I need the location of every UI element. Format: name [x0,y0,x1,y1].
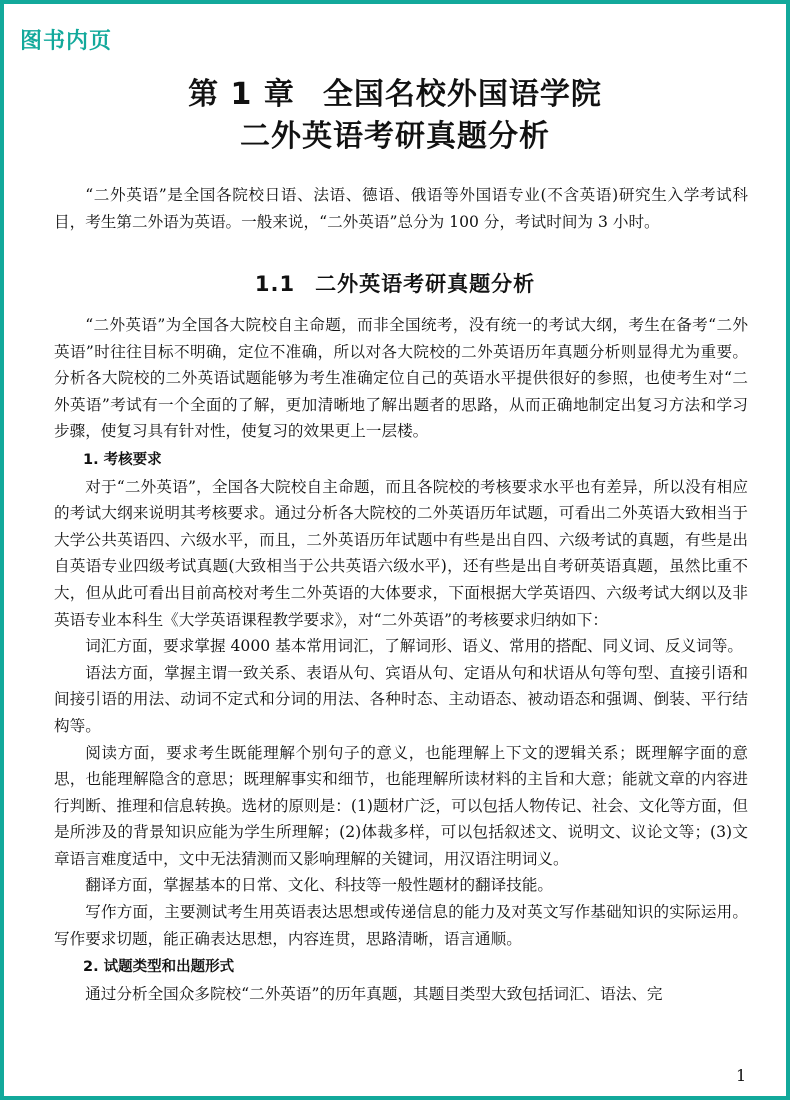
page-number: 1 [736,1066,747,1085]
body-paragraph: 对于“二外英语”，全国各大院校自主命题，而且各院校的考核要求水平也有差异，所以没有相应的考试大纲来说明其考核要求。通过分析各大院校的二外英语历年试题，可看出二外英语大致相当于大学公共英语四、六级水平，而且，二外英语历年试题中有些是出自四、六级考试的真题，有些是出自英语专业四级考试真题(大致相当于公共英语六级水平)，还有些是出自考研英语真题，虽然比重不大，但从此可看出目前高校对考生二外英语的大体要求，下面根据大学英语四、六级考试大纲以及非英语专业本科生《大学英语课程教学要求》，对“二外英语”的考核要求归纳如下： [54,477,748,629]
chapter-title-line2: 二外英语考研真题分析 [240,119,550,154]
intro-paragraph: “二外英语”是全国各院校日语、法语、德语、俄语等外国语专业(不含英语)研究生入学考试科目，考生第二外语为英语。一般来说，“二外英语”总分为 100 分，考试时间为 3 小时。 [54,186,748,231]
body-paragraph: 翻译方面，掌握基本的日常、文化、科技等一般性题材的翻译技能。 [85,876,554,895]
section-title-text: 二外英语考研真题分析 [315,272,536,296]
header-tag: 图书内页 [20,29,113,54]
subsection-heading-2: 2. 试题类型和出题形式 [83,959,235,976]
body-paragraph: 写作方面，主要测试考生用英语表达思想或传递信息的能力及对英文写作基础知识的实际运用。写作要求切题，能正确表达思想，内容连贯，思路清晰，语言通顺。 [54,903,748,948]
body-paragraph: 词汇方面，要求掌握 4000 基本常用词汇，了解词形、语义、常用的搭配、同义词、反义词等。 [85,637,743,656]
chapter-number: 第 1 章 [188,77,295,112]
chapter-title [0,74,790,158]
body-paragraph: 通过分析全国众多院校“二外英语”的历年真题，其题目类型大致包括词汇、语法、完 [85,984,663,1003]
intro-block [54,182,748,235]
section-title [0,268,790,298]
body-paragraph: 语法方面，掌握主谓一致关系、表语从句、宾语从句、定语从句和状语从句等句型、直接引语和间接引语的用法、动词不定式和分词的用法、各种时态、主动语态、被动语态和强调、倒装、平行结构等。 [54,663,748,735]
main-body [54,312,748,1007]
subsection-heading-1: 1. 考核要求 [83,451,162,468]
chapter-title-line1 [0,74,790,116]
body-paragraph: 阅读方面，要求考生既能理解个别句子的意义，也能理解上下文的逻辑关系；既理解字面的意思，也能理解隐含的意思；既理解事实和细节，也能理解所读材料的主旨和大意；能就文章的内容进行判断、推理和信息转换。选材的原则是：(1)题材广泛，可以包括人物传记、社会、文化等方面，但是所涉及的背景知识应能为学生所理解；(2)体裁多样，可以包括叙述文、说明文、议论文等；(3)文章语言难度适中，文中无法猜测而又影响理解的关键词，用汉语注明词义。 [54,743,748,868]
chapter-title-text1: 全国名校外国语学院 [322,77,602,112]
section-number: 1.1 [254,272,296,296]
section-intro-paragraph: “二外英语”为全国各大院校自主命题，而非全国统考，没有统一的考试大纲，考生在备考“二外英语”时往往目标不明确，定位不准确，所以对各大院校的二外英语历年真题分析则显得尤为重要。分析各大院校的二外英语试题能够为考生准确定位自己的英语水平提供很好的参照，也使考生对“二外英语”考试有一个全面的了解，更加清晰地了解出题者的思路，从而正确地制定出复习方法和学习步骤，使复习具有针对性，使复习的效果更上一层楼。 [54,316,748,441]
